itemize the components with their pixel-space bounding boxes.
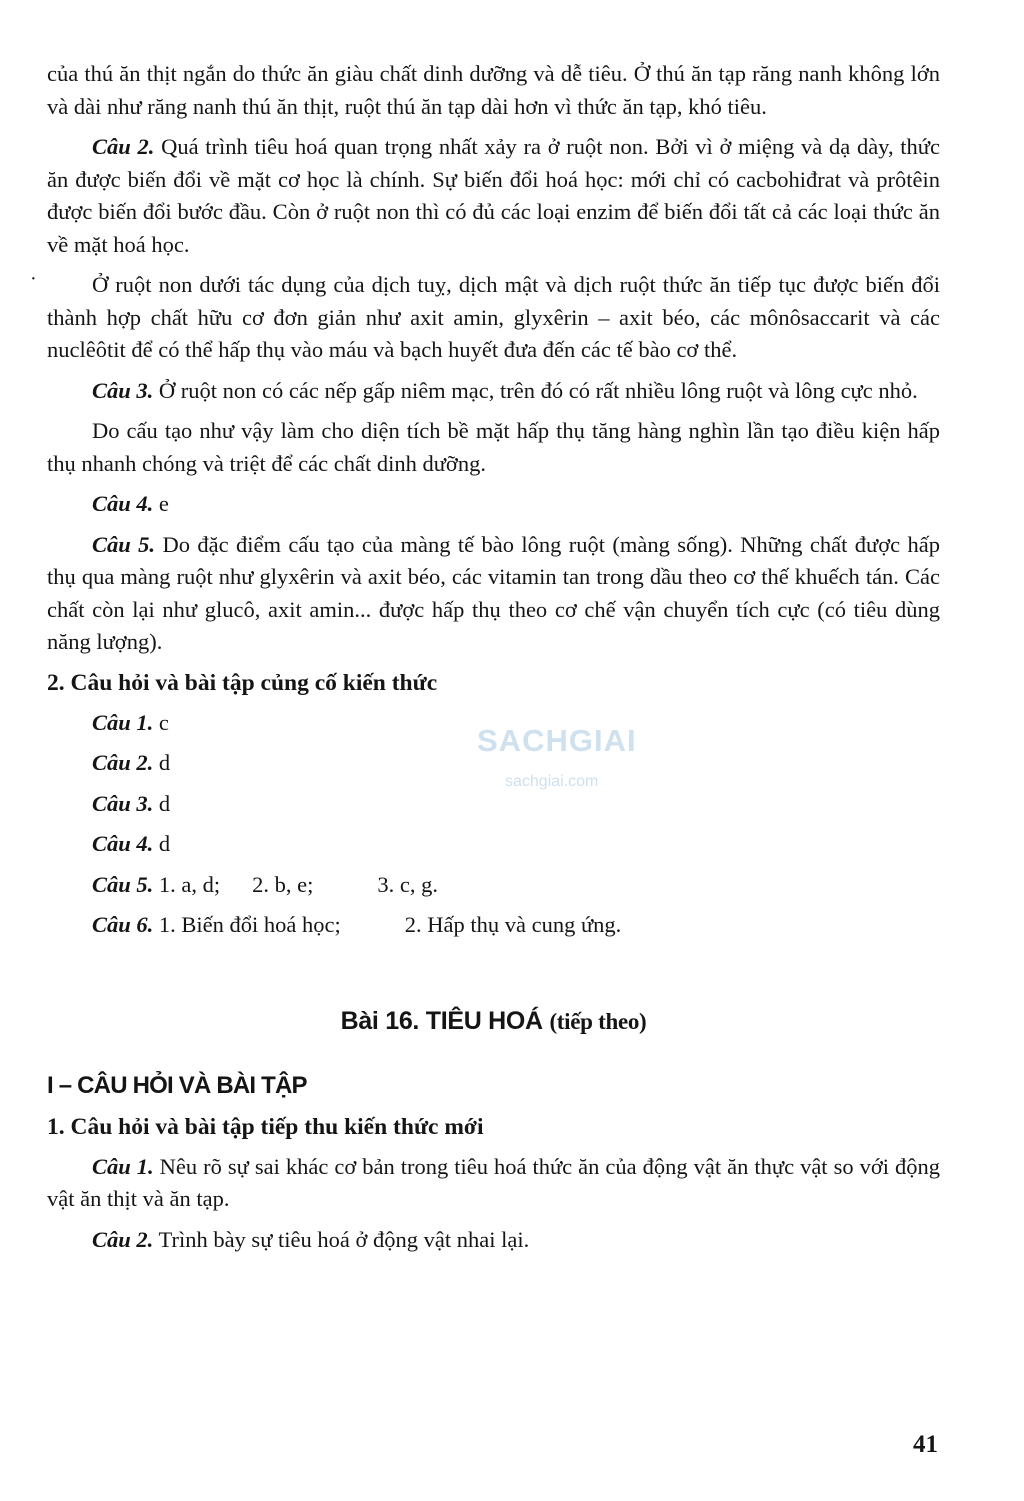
answer-text: d <box>153 790 171 816</box>
short-answer-2 <box>47 747 940 780</box>
lesson-title-sub: (tiếp theo) <box>549 1008 647 1034</box>
question-label: Câu 1. <box>92 709 154 735</box>
lesson-title-main: Bài 16. TIÊU HOÁ <box>340 1006 543 1035</box>
short-answer-4 <box>47 828 940 861</box>
margin-dot: · <box>30 268 37 290</box>
question-label: Câu 3. <box>92 377 154 403</box>
answer-part-a: 1. a, d; <box>153 871 221 897</box>
short-answer-6 <box>47 909 940 942</box>
answer-q2 <box>47 131 940 261</box>
subsection-title: 1. Câu hỏi và bài tập tiếp thu kiến thức mới <box>47 1113 484 1140</box>
watermark-logo: SACHGIAI <box>477 723 637 758</box>
section-2-title: 2. Câu hỏi và bài tập củng cố kiến thức <box>47 669 438 696</box>
watermark-url: sachgiai.com <box>505 773 599 790</box>
answer-text: Quá trình tiêu hoá quan trọng nhất xảy ra ở ruột non. Bởi vì ở miệng và dạ dày, thức ăn được biến đổi về mặt cơ học là chính. Sự biến đổi hoá học: mới chỉ có cacbohiđrat và prôtêin được biến đổi bước đầu. Còn ở ruột non thì có đủ các loại enzim để biến đổi tất cả các loại thức ăn về mặt hoá học. <box>47 134 940 257</box>
answer-text: Do đặc điểm cấu tạo của màng tế bào lông ruột (màng sống). Những chất được hấp thụ qua màng ruột như glyxêrin và axit béo, các vitamin tan trong dầu theo cơ thế khuếch tán. Các chất còn lại như glucô, axit amin... được hấp thụ theo cơ chế vận chuyển tích cực (có tiêu dùng năng lượng). <box>47 531 940 654</box>
answer-part-b: 2. Hấp thụ và cung ứng. <box>404 912 622 937</box>
new-question-1 <box>47 1151 940 1216</box>
question-label: Câu 4. <box>92 831 154 856</box>
answer-text: e <box>153 491 169 516</box>
question-text: Nêu rõ sự sai khác cơ bản trong tiêu hoá thức ăn của động vật ăn thực vật so với động vật ăn thịt và ăn tạp. <box>47 1153 940 1211</box>
question-label: Câu 2. <box>92 1226 154 1252</box>
question-label: Câu 2. <box>92 750 154 775</box>
question-label: Câu 2. <box>92 134 155 159</box>
short-answer-5 <box>47 869 940 902</box>
answer-q2-paragraph-2: Ở ruột non dưới tác dụng của dịch tuỵ, dịch mật và dịch ruột thức ăn tiếp tục được biến đổi thành hợp chất hữu cơ đơn giản như axit amin, glyxêrin – axit béo, các mônôsaccarit và các nuclêôtit để có thể hấp thụ vào máu và bạch huyết đưa đến các tế bào cơ thể. <box>47 272 940 362</box>
answer-text: d <box>153 750 171 775</box>
answer-part-c: 3. c, g. <box>377 871 439 897</box>
paragraph-continued: của thú ăn thịt ngắn do thức ăn giàu chất dinh dưỡng và dễ tiêu. Ở thú ăn tạp răng nanh không lớn và dài như răng nanh thú ăn thịt, ruột thú ăn tạp dài hơn vì thức ăn tạp, khó tiêu. <box>47 61 940 119</box>
question-label: Câu 5. <box>92 531 156 557</box>
answer-text: d <box>153 831 171 856</box>
answer-q3-paragraph-2: Do cấu tạo như vậy làm cho diện tích bề mặt hấp thụ tăng hàng nghìn lần tạo điều kiện hấp thụ nhanh chóng và triệt để các chất dinh dưỡng. <box>47 418 940 476</box>
answer-part-a: 1. Biến đổi hoá học; <box>153 912 341 937</box>
short-answer-3 <box>47 788 940 821</box>
question-label: Câu 4. <box>92 491 154 516</box>
answer-part-b: 2. b, e; <box>252 871 314 897</box>
question-text: Trình bày sự tiêu hoá ở động vật nhai lại. <box>153 1226 530 1252</box>
question-label: Câu 1. <box>92 1153 154 1179</box>
answer-q4 <box>47 488 940 521</box>
short-answer-1 <box>47 707 940 740</box>
answer-text: c <box>153 709 169 735</box>
question-label: Câu 3. <box>92 790 154 816</box>
question-label: Câu 5. <box>92 871 154 897</box>
lesson-title <box>47 1004 940 1039</box>
page-number: 41 <box>913 1431 938 1458</box>
page-content <box>47 58 940 1256</box>
answer-text: Ở ruột non có các nếp gấp niêm mạc, trên đó có rất nhiều lông ruột và lông cực nhỏ. <box>153 377 918 403</box>
part-heading: I – CÂU HỎI VÀ BÀI TẬP <box>47 1071 307 1099</box>
question-label: Câu 6. <box>92 912 154 937</box>
answer-q3 <box>47 375 940 408</box>
new-question-2 <box>47 1224 940 1257</box>
answer-q5 <box>47 529 940 659</box>
